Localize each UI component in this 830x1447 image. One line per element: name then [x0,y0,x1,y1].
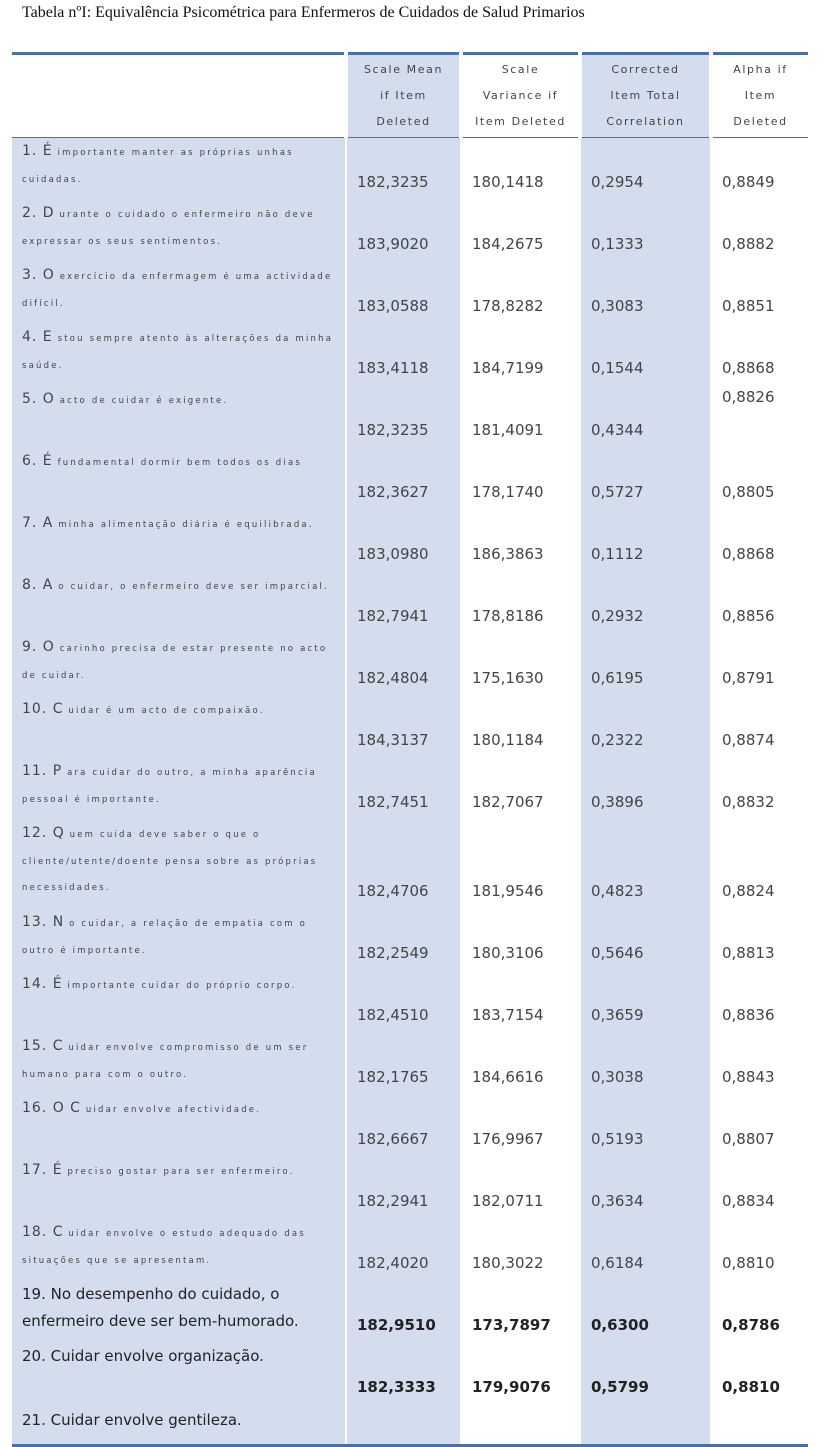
cell-alpha-if-deleted: 0,8836 [711,971,808,1033]
table-row [12,971,808,1033]
table-row [12,1033,808,1095]
item-statement [12,820,346,909]
cell-scale-variance: 181,9546 [461,820,580,909]
item-text: carinho precisa de estar presente no acto de cuidar. [22,644,328,681]
cell-alpha-if-deleted: 0,8832 [711,758,808,820]
cell-alpha-if-deleted: 0,8807 [711,1095,808,1157]
item-statement [12,1343,346,1405]
cell-scale-variance: 180,1184 [461,696,580,758]
table-row [12,324,808,386]
item-statement [12,971,346,1033]
table-row [12,386,808,448]
cell-corrected-correlation: 0,6195 [580,634,711,696]
cell-scale-variance: 184,2675 [461,200,580,262]
header-alpha-if-deleted: Alpha if Item Deleted [711,54,808,138]
item-number: 16. O C [22,1100,81,1116]
cell-scale-variance: 180,3106 [461,909,580,971]
table-row [12,448,808,510]
item-number: 14. É [22,976,63,992]
cell-scale-mean: 182,3627 [346,448,461,510]
item-text: acto de cuidar é exigente. [59,396,229,406]
item-text: 21. Cuidar envolve gentileza. [22,1411,242,1429]
item-text: uidar envolve afectividade. [85,1105,262,1115]
item-text: ara cuidar do outro, a minha aparência pessoal é importante. [22,768,317,805]
cell-corrected-correlation: 0,5646 [580,909,711,971]
cell-alpha-if-deleted: 0,8849 [711,138,808,201]
table-row [12,1157,808,1219]
item-statement [12,634,346,696]
cell-scale-mean: 182,3333 [346,1343,461,1405]
item-number: 1. É [22,143,53,159]
cell-alpha-if-deleted: 0,8874 [711,696,808,758]
table-row [12,1405,808,1446]
table-row [12,510,808,572]
item-number: 9. O [22,639,55,655]
cell-alpha-if-deleted: 0,8834 [711,1157,808,1219]
cell-corrected-correlation: 0,4823 [580,820,711,909]
cell-alpha-if-deleted: 0,8824 [711,820,808,909]
cell-corrected-correlation: 0,2932 [580,572,711,634]
header-item [12,54,346,138]
cell-scale-mean: 182,3235 [346,138,461,201]
item-text: importante manter as próprias unhas cuidadas. [22,148,294,185]
cell-scale-variance: 182,0711 [461,1157,580,1219]
table-row [12,572,808,634]
item-number: 10. C [22,701,64,717]
item-number: 13. N [22,914,65,930]
item-number: 18. C [22,1224,64,1240]
item-text: o cuidar, a relação de empatia com o outro é importante. [22,919,308,956]
cell-alpha-if-deleted: 0,8843 [711,1033,808,1095]
cell-corrected-correlation: 0,3896 [580,758,711,820]
item-statement [12,909,346,971]
cell-scale-variance: 173,7897 [461,1281,580,1343]
item-text: uidar é um acto de compaixão. [68,706,265,716]
cell-corrected-correlation: 0,1333 [580,200,711,262]
item-text: uidar envolve o estudo adequado das situações que se apresentam. [22,1229,306,1266]
item-number: 15. C [22,1038,64,1054]
cell-scale-variance: 176,9967 [461,1095,580,1157]
item-statement [12,1219,346,1281]
cell-corrected-correlation: 0,6300 [580,1281,711,1343]
cell-scale-variance: 184,6616 [461,1033,580,1095]
cell-corrected-correlation: 0,3634 [580,1157,711,1219]
item-text: urante o cuidado o enfermeiro não deve expressar os seus sentimentos. [22,210,315,247]
cell-scale-mean: 182,7941 [346,572,461,634]
item-statement [12,1095,346,1157]
cell-scale-mean [346,1405,461,1446]
reliability-table [12,52,808,1447]
cell-scale-mean: 182,2941 [346,1157,461,1219]
cell-corrected-correlation: 0,2322 [580,696,711,758]
cell-scale-variance: 184,7199 [461,324,580,386]
item-text: uidar envolve compromisso de um ser humano para com o outro. [22,1043,309,1080]
item-number: 8. A [22,577,54,593]
cell-alpha-if-deleted [711,1405,808,1446]
table-row [12,1095,808,1157]
item-text: preciso gostar para ser enfermeiro. [67,1167,295,1177]
item-text: exercício da enfermagem é uma actividade difícil. [22,272,333,309]
item-statement [12,1405,346,1446]
table-row [12,1343,808,1405]
cell-scale-mean: 182,1765 [346,1033,461,1095]
cell-scale-variance: 183,7154 [461,971,580,1033]
cell-scale-variance: 178,8282 [461,262,580,324]
table-row [12,758,808,820]
item-number: 11. P [22,763,63,779]
cell-scale-variance: 186,3863 [461,510,580,572]
item-statement [12,1281,346,1343]
cell-scale-variance: 175,1630 [461,634,580,696]
cell-alpha-if-deleted: 0,8851 [711,262,808,324]
cell-scale-mean: 183,9020 [346,200,461,262]
table-row [12,262,808,324]
cell-scale-mean: 182,2549 [346,909,461,971]
cell-scale-mean: 182,4510 [346,971,461,1033]
cell-scale-variance: 180,3022 [461,1219,580,1281]
cell-scale-variance: 182,7067 [461,758,580,820]
item-text: importante cuidar do próprio corpo. [67,981,297,991]
cell-alpha-if-deleted: 0,8826 [711,386,808,448]
header-scale-variance: Scale Variance if Item Deleted [461,54,580,138]
item-number: 12. Q [22,825,65,841]
item-statement [12,262,346,324]
item-text: 19. No desempenho do cuidado, o enfermeiro deve ser bem-humorado. [22,1285,299,1330]
item-statement [12,572,346,634]
item-statement [12,324,346,386]
cell-scale-mean: 182,9510 [346,1281,461,1343]
item-statement [12,1157,346,1219]
table-row [12,1219,808,1281]
cell-scale-variance: 178,1740 [461,448,580,510]
cell-corrected-correlation: 0,6184 [580,1219,711,1281]
item-text: stou sempre atento às alterações da minha saúde. [22,334,334,371]
cell-alpha-if-deleted: 0,8868 [711,324,808,386]
cell-scale-mean: 182,4706 [346,820,461,909]
item-text: 20. Cuidar envolve organização. [22,1347,264,1365]
item-text: uem cuida deve saber o que o cliente/utente/doente pensa sobre as próprias necessidades. [22,830,318,893]
cell-corrected-correlation: 0,3083 [580,262,711,324]
cell-alpha-if-deleted: 0,8791 [711,634,808,696]
cell-scale-variance: 181,4091 [461,386,580,448]
table-header-row [12,54,808,138]
cell-alpha-if-deleted: 0,8805 [711,448,808,510]
item-number: 17. É [22,1162,63,1178]
item-text: minha alimentação diária é equilibrada. [58,520,314,530]
cell-scale-mean: 183,4118 [346,324,461,386]
table-row [12,909,808,971]
item-text: fundamental dormir bem todos os dias [57,458,303,468]
cell-corrected-correlation: 0,4344 [580,386,711,448]
item-text: o cuidar, o enfermeiro deve ser imparcial. [58,582,329,592]
cell-alpha-if-deleted: 0,8813 [711,909,808,971]
cell-scale-mean: 183,0588 [346,262,461,324]
cell-alpha-if-deleted: 0,8882 [711,200,808,262]
item-number: 5. O [22,391,55,407]
item-statement [12,510,346,572]
cell-scale-mean: 183,0980 [346,510,461,572]
item-statement [12,448,346,510]
item-statement [12,200,346,262]
table-row [12,1281,808,1343]
cell-alpha-if-deleted: 0,8868 [711,510,808,572]
item-statement [12,1033,346,1095]
cell-scale-variance: 178,8186 [461,572,580,634]
cell-scale-variance: 180,1418 [461,138,580,201]
cell-corrected-correlation: 0,2954 [580,138,711,201]
item-statement [12,758,346,820]
header-corrected-correlation: Corrected Item Total Correlation [580,54,711,138]
cell-scale-mean: 182,6667 [346,1095,461,1157]
header-scale-mean: Scale Mean if Item Deleted [346,54,461,138]
item-statement [12,386,346,448]
cell-corrected-correlation: 0,5727 [580,448,711,510]
cell-scale-variance [461,1405,580,1446]
table-row [12,634,808,696]
cell-corrected-correlation [580,1405,711,1446]
cell-alpha-if-deleted: 0,8786 [711,1281,808,1343]
item-statement [12,138,346,201]
cell-corrected-correlation: 0,3038 [580,1033,711,1095]
cell-corrected-correlation: 0,1112 [580,510,711,572]
cell-scale-mean: 182,7451 [346,758,461,820]
cell-corrected-correlation: 0,5193 [580,1095,711,1157]
table-row [12,820,808,909]
item-statement [12,696,346,758]
table-row [12,696,808,758]
cell-scale-mean: 182,4804 [346,634,461,696]
cell-scale-mean: 182,4020 [346,1219,461,1281]
item-number: 2. D [22,205,55,221]
item-number: 4. E [22,329,53,345]
cell-scale-mean: 182,3235 [346,386,461,448]
cell-alpha-if-deleted: 0,8810 [711,1343,808,1405]
cell-scale-mean: 184,3137 [346,696,461,758]
cell-corrected-correlation: 0,3659 [580,971,711,1033]
cell-scale-variance: 179,9076 [461,1343,580,1405]
cell-corrected-correlation: 0,5799 [580,1343,711,1405]
table-row [12,200,808,262]
cell-alpha-if-deleted: 0,8856 [711,572,808,634]
item-number: 7. A [22,515,54,531]
item-number: 3. O [22,267,55,283]
cell-corrected-correlation: 0,1544 [580,324,711,386]
table-row [12,138,808,201]
item-number: 6. É [22,453,53,469]
cell-alpha-if-deleted: 0,8810 [711,1219,808,1281]
table-caption: Tabela nºI: Equivalência Psicométrica para Enfermeros de Cuidados de Salud Primarios [22,4,585,21]
